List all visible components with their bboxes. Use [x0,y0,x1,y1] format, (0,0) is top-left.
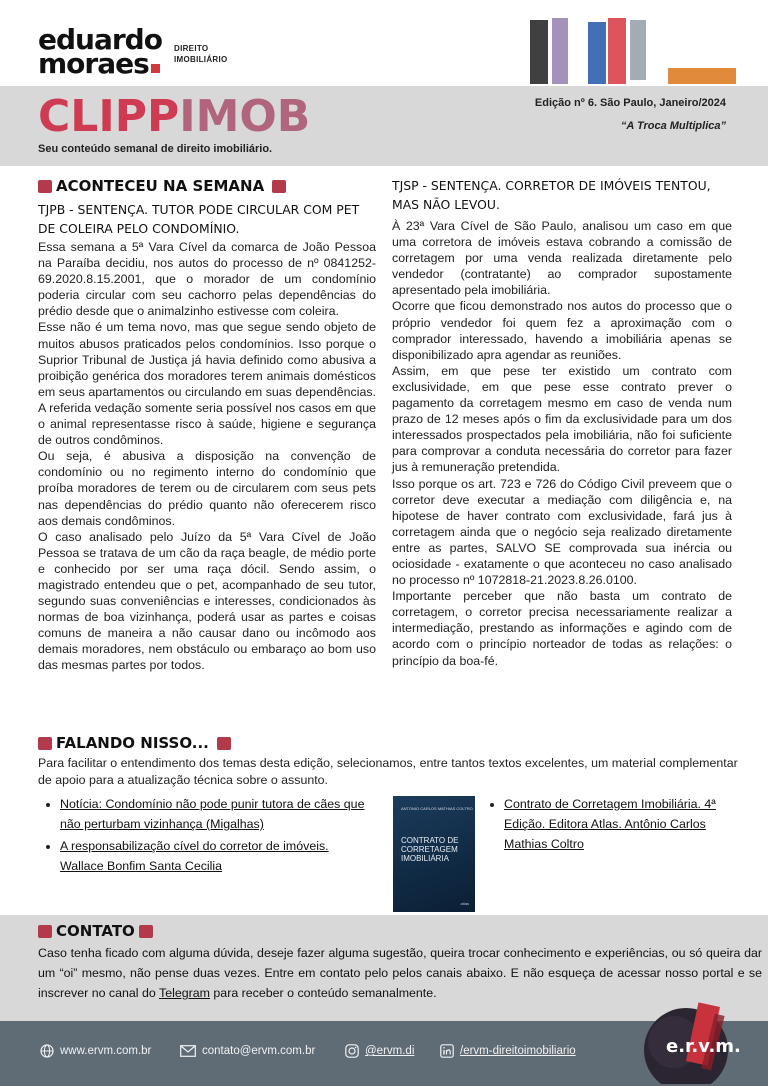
footer-linkedin[interactable] [440,1044,576,1058]
footer-email[interactable] [180,1044,315,1058]
brush-stroke [668,68,736,84]
tagline: Seu conteúdo semanal de direito imobiliário. [38,143,273,155]
article-2-paragraph: Ocorre que ficou demonstrado nos autos do processo que o próprio vendedor foi quem fez a aproximação com o comprador interessado, havendo a imobiliária apenas se disponibilizado apra agendar as reuniões. [392,299,732,362]
contact-text-part: para receber o conteúdo semanalmente. [209,986,437,1000]
footer-linkedin-label: /ervm-direitoimobiliario [460,1045,576,1057]
bullet-square-icon [217,737,231,750]
right-column [392,176,732,669]
logo-dot-icon [151,64,160,73]
book-author: ANTONIO CARLOS MATHIAS COLTRO [401,806,473,811]
logo-subtitle-line-1: DIREITO [174,44,209,53]
book-title-line: IMOBILIÁRIA [401,854,450,863]
newsletter-title [38,92,310,142]
logo-subtitle-line-2: IMOBILIÁRIO [174,55,228,64]
brush-stroke [608,18,626,84]
title-part-1: CLIPP [38,91,180,142]
list-item [60,836,374,876]
footer-instagram-label: @ervm.di [365,1045,415,1057]
brand-logo [38,23,162,80]
section-contato-title [38,921,153,941]
logo-line-1: eduardo [38,23,162,56]
footer-website-label: www.ervm.com.br [60,1045,152,1057]
article-2-paragraph: À 23ª Vara Cível de São Paulo, analisou um caso em que uma corretora de imóveis estava cobrando a comissão de corretagem por uma venda realizada diretamente pelo vendedor (contratante) ao comprador supostamente apresentado pela imobiliária. [392,219,732,298]
article-1-paragraph: O caso analisado pelo Juízo da 5ª Vara Cível de João Pessoa se tratava de um cão da raça beagle, de médio porte e conhecido por ser uma raça dócil. Sendo assim, o magistrado entendeu que o pet, acompanhado de seu tutor, segundo suas conveniências e interesses, condicionados às normas de boa vizinhança, poderá usar as partes e coisas comuns de maneira a não causar dano ou incômodo aos demais moradores, nem obstáculo ou embaraço ao bom uso das mesmas partes por todos. [38,529,376,673]
title-part-2: IMOB [179,91,311,142]
edition-info: Edição nº 6. São Paulo, Janeiro/2024 [534,97,726,109]
link-book-contrato[interactable]: Contrato de Corretagem Imobiliária. 4ª Edição. Editora Atlas. Antônio Carlos Mathias Coltro [504,797,716,851]
bullet-square-icon [38,737,52,750]
footer-email-label: contato@ervm.com.br [202,1045,316,1057]
logo-line-2: moraes [38,47,149,80]
envelope-icon [180,1044,196,1058]
section-aconteceu-label: ACONTECEU NA SEMANA [56,177,265,195]
book-publisher: atlas [460,901,469,906]
ervm-brand-text: e.r.v.m. [666,1036,741,1057]
brush-stroke [588,22,606,84]
section-falando-label: FALANDO NISSO... [56,734,209,752]
article-1-paragraph: Esse não é um tema novo, mas que segue sendo objeto de muitos abusos praticados pelos condomínios. Isso porque o Suprior Tribunal de Justiça já havia definido como abusiva a proibição genérica dos moradores terem animais domésticos em seus apartamentos ou circulando em suas dependências. A referida vedação somente seria possível nos casos em que o animal representasse risco à saúde, higiene e segurança de outros condôminos. [38,320,376,448]
telegram-link[interactable]: Telegram [159,986,210,1000]
bullet-square-icon [38,180,52,193]
article-1-paragraph: Essa semana a 5ª Vara Cível da comarca de João Pessoa na Paraíba decidiu, nos autos do processo de nº 0841252-69.2020.8.15.2001, que o morador de um condomínio poderia circular com seu cachorro pelas dependências do prédio desde que o animalzinho estivesse com coleira. [38,240,376,319]
bullet-square-icon [139,925,153,938]
brush-stroke [552,18,568,84]
list-item [504,794,748,854]
reference-links-right [488,794,748,856]
instagram-icon [345,1044,359,1058]
article-2-title: TJSP - SENTENÇA. CORRETOR DE IMÓVEIS TENTOU, MAS NÃO LEVOU. [392,178,711,212]
left-column [38,176,376,674]
section-falando [38,733,738,789]
link-migalhas-news[interactable]: Notícia: Condomínio não pode punir tutora de cães que não perturbam vizinhança (Migalhas) [60,797,365,831]
linkedin-icon [440,1044,454,1058]
brush-stroke [630,20,646,80]
edition-subtitle: “A Troca Multiplica” [620,120,726,132]
bullet-square-icon [38,925,52,938]
link-corretor-article[interactable]: A responsabilização cível do corretor de imóveis. Wallace Bonfim Santa Cecilia [60,839,329,873]
reference-links-left [44,794,374,878]
brush-stroke [530,20,548,84]
footer-website[interactable] [40,1044,151,1058]
book-title [401,836,458,863]
article-2-paragraph: Importante perceber que não basta um contrato de corretagem, o corretor precisa necessariamente realizar a intermediação, prestando as informações e agindo com de acordo com o princípio norteador de todas as relações: o princípio da boa-fé. [392,589,732,668]
article-2-paragraph: Isso porque os art. 723 e 726 do Código Civil preveem que o corretor deve executar a mediação com diligência e, na hipotese de haver contrato com exclusividade, fará jus à corretagem ainda que o negócio seja realizado diretamente entre as partes, SALVO SE comprovada sua inércia ou ociosidade - exatamente o que aconteceu no caso analisado no processo nº 1072818-21.2023.8.26.0100. [392,476,732,588]
bullet-square-icon [272,180,286,193]
brush-strokes-decoration [528,18,738,86]
book-title-line: CONTRATO DE [401,836,459,845]
section-aconteceu [38,176,376,196]
section-contato-label: CONTATO [56,922,135,940]
footer-instagram[interactable] [345,1044,414,1058]
book-title-line: CORRETAGEM [401,845,458,854]
article-1-title: TJPB - SENTENÇA. TUTOR PODE CIRCULAR COM PET DE COLEIRA PELO CONDOMÍNIO. [38,202,360,236]
falando-intro: Para facilitar o entendimento dos temas desta edição, selecionamos, entre tantos textos excelentes, um material complementar de apoio para a atualização técnica sobre o assunto. [38,756,738,787]
logo-subtitle [174,43,228,65]
section-falando-title [38,733,738,753]
book-cover-image [393,796,475,912]
article-2-paragraph: Assim, em que pese ter existido um contrato com exclusividade, em que pese esse contrato prever o pagamento da corretagem mesmo em caso de venda num prazo de 12 meses após o fim da exclusividade para um dos interessados prospectados pela imobiliária, não foi suficiente para comprovar a conduta necessária do corretor para fazer jus à remuneração pretendida. [392,363,732,475]
globe-icon [40,1044,54,1058]
list-item [60,794,374,834]
contact-text-part: Caso tenha ficado com alguma dúvida, deseje fazer alguma sugestão, queira trocar conhecimento e experiências, ou só queira dar um “oi” mesmo, não pense duas vezes. Entre em contato pelo pelos canais abaixo. E não esqueça de acessar nosso portal e se inscrever no canal do [38,946,762,1000]
article-1-paragraph: Ou seja, é abusiva a disposição na convenção de condomínio ou no regimento interno do condomínio que proíba moradores de terem ou de circularem com seus pets nas dependências do prédio quanto não oferecerem risco aos demais condôminos. [38,449,376,528]
